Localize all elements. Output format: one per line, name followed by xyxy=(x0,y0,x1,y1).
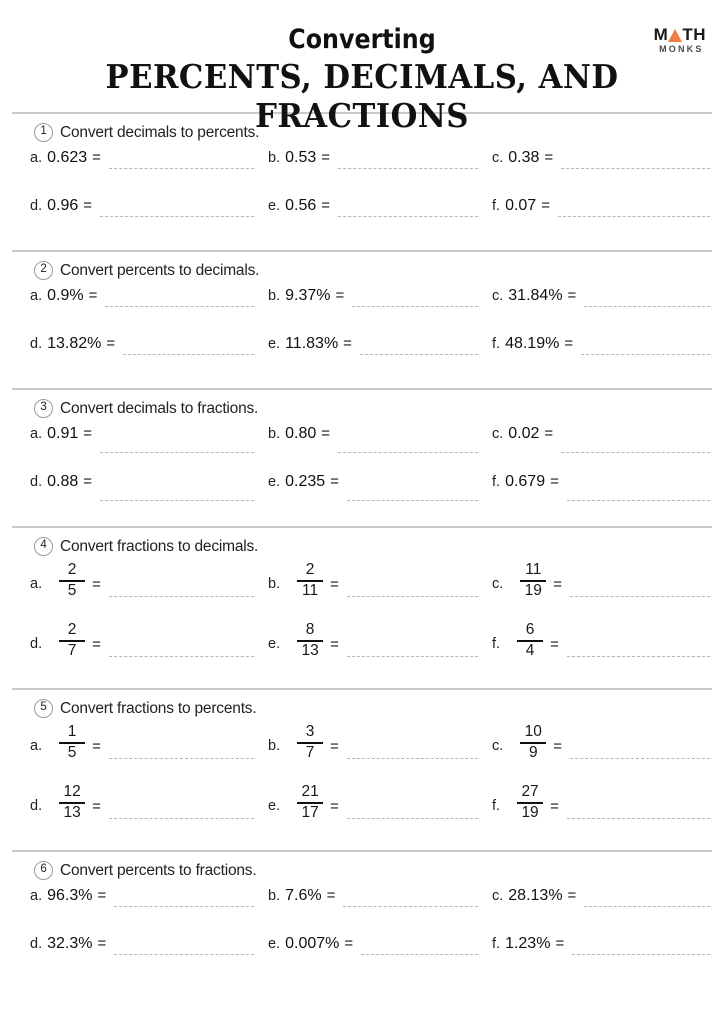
section-number-badge: 4 xyxy=(34,537,53,556)
problem-expression: 0.07 xyxy=(505,197,537,214)
problem-expression: 0.007% xyxy=(285,935,340,952)
item-label: c. xyxy=(492,150,504,166)
equals-sign: = xyxy=(83,473,92,490)
problem-item xyxy=(30,562,268,599)
problem-row xyxy=(0,196,724,244)
item-label: a. xyxy=(30,888,43,904)
equals-sign: = xyxy=(83,197,92,214)
answer-blank[interactable] xyxy=(338,424,478,453)
problem-item xyxy=(268,562,492,599)
problem-row xyxy=(0,286,724,334)
equals-sign: = xyxy=(83,425,92,442)
answer-blank[interactable] xyxy=(338,196,478,217)
equals-sign: = xyxy=(564,335,574,352)
problem-row xyxy=(0,784,724,844)
fraction-denominator: 4 xyxy=(525,641,535,659)
fraction xyxy=(59,784,85,821)
problem-expression: 32.3% xyxy=(47,935,93,952)
problem-item xyxy=(492,196,724,217)
problem-row xyxy=(0,148,724,196)
answer-blank[interactable] xyxy=(570,724,710,759)
fraction-denominator: 13 xyxy=(301,641,319,659)
problem-item xyxy=(492,622,724,659)
problem-expression: 1.23% xyxy=(505,935,551,952)
fraction-numerator: 11 xyxy=(525,561,542,578)
fraction xyxy=(59,622,85,659)
problem-expression: 9.37% xyxy=(285,287,331,304)
problem-row xyxy=(0,886,724,934)
equals-sign: = xyxy=(553,576,563,593)
equals-sign: = xyxy=(344,935,354,952)
problem-item xyxy=(492,148,724,169)
fraction-denominator: 5 xyxy=(67,581,77,599)
section-instruction: Convert fractions to decimals. xyxy=(60,537,259,555)
problem-item xyxy=(492,424,724,453)
answer-blank[interactable] xyxy=(100,196,254,217)
fraction-denominator: 19 xyxy=(524,581,542,599)
fraction xyxy=(297,724,323,761)
answer-blank[interactable] xyxy=(570,562,710,597)
answer-blank[interactable] xyxy=(572,934,710,955)
problem-item xyxy=(30,934,268,955)
problem-row xyxy=(0,472,724,520)
equals-sign: = xyxy=(326,887,336,904)
equals-sign: = xyxy=(106,335,116,352)
problem-row xyxy=(0,622,724,682)
answer-blank[interactable] xyxy=(361,934,478,955)
answer-blank[interactable] xyxy=(100,472,254,501)
answer-blank[interactable] xyxy=(338,148,478,169)
section-instruction: Convert percents to decimals. xyxy=(60,261,260,279)
equals-sign: = xyxy=(321,425,330,442)
fraction-numerator: 3 xyxy=(305,723,315,740)
problem-item xyxy=(492,472,724,501)
fraction xyxy=(297,562,323,599)
equals-sign: = xyxy=(541,197,550,214)
fraction-numerator: 12 xyxy=(63,783,81,800)
equals-sign: = xyxy=(544,149,554,166)
item-label: e. xyxy=(268,474,281,490)
problem-item xyxy=(30,424,268,453)
item-label: a. xyxy=(30,426,43,442)
problem-expression: 0.38 xyxy=(508,149,540,166)
answer-blank[interactable] xyxy=(581,334,710,355)
item-label: f. xyxy=(492,636,501,652)
equals-sign: = xyxy=(567,887,577,904)
section-instruction: Convert percents to fractions. xyxy=(60,861,257,879)
fraction-numerator: 1 xyxy=(67,723,77,740)
item-label: b. xyxy=(268,888,281,904)
item-label: c. xyxy=(492,576,504,592)
problem-row xyxy=(0,562,724,622)
problem-expression: 96.3% xyxy=(47,887,93,904)
item-label: d. xyxy=(30,198,43,214)
item-label: a. xyxy=(30,738,43,754)
item-label: d. xyxy=(30,636,43,652)
equals-sign: = xyxy=(553,738,563,755)
equals-sign: = xyxy=(92,738,101,755)
answer-blank[interactable] xyxy=(567,472,710,501)
item-label: c. xyxy=(492,888,504,904)
problem-item xyxy=(268,724,492,761)
equals-sign: = xyxy=(92,576,101,593)
item-label: a. xyxy=(30,288,43,304)
equals-sign: = xyxy=(92,636,101,653)
section-heading xyxy=(34,537,724,556)
fraction-denominator: 13 xyxy=(63,803,81,821)
fraction xyxy=(297,784,323,821)
fraction-denominator: 19 xyxy=(521,803,539,821)
problem-expression: 48.19% xyxy=(505,335,560,352)
equals-sign: = xyxy=(321,197,330,214)
answer-blank[interactable] xyxy=(558,196,710,217)
section-instruction: Convert decimals to fractions. xyxy=(60,399,259,417)
answer-blank[interactable] xyxy=(347,562,478,597)
equals-sign: = xyxy=(88,287,98,304)
fraction xyxy=(517,784,543,821)
problem-item xyxy=(30,784,268,821)
answer-blank[interactable] xyxy=(347,622,478,657)
answer-blank[interactable] xyxy=(561,424,710,453)
item-label: f. xyxy=(492,798,501,814)
section-4 xyxy=(0,528,724,688)
item-label: f. xyxy=(492,474,501,490)
answer-blank[interactable] xyxy=(343,886,478,907)
item-label: d. xyxy=(30,474,43,490)
fraction xyxy=(520,562,546,599)
problem-expression: 0.9% xyxy=(47,287,84,304)
section-heading xyxy=(34,861,724,880)
item-label: a. xyxy=(30,150,43,166)
equals-sign: = xyxy=(330,738,339,755)
equals-sign: = xyxy=(330,636,339,653)
section-instruction: Convert fractions to percents. xyxy=(60,699,257,717)
fraction-denominator: 5 xyxy=(67,743,77,761)
problem-item xyxy=(492,886,724,907)
problem-item xyxy=(268,286,492,307)
problem-item xyxy=(492,784,724,821)
logo-th: TH xyxy=(682,25,706,44)
item-label: f. xyxy=(492,198,501,214)
fraction-denominator: 9 xyxy=(528,743,538,761)
page-title-line1: Converting xyxy=(288,24,436,55)
answer-blank[interactable] xyxy=(347,724,478,759)
section-number-badge: 3 xyxy=(34,399,53,418)
problem-item xyxy=(268,424,492,453)
equals-sign: = xyxy=(330,576,339,593)
answer-blank[interactable] xyxy=(352,286,478,307)
problem-item xyxy=(30,886,268,907)
problem-item xyxy=(30,148,268,169)
problem-item xyxy=(492,286,724,307)
section-number-badge: 1 xyxy=(34,123,53,142)
problem-item xyxy=(268,886,492,907)
problem-item xyxy=(268,934,492,955)
problem-expression: 13.82% xyxy=(47,335,102,352)
item-label: b. xyxy=(268,426,281,442)
fraction xyxy=(59,724,85,761)
equals-sign: = xyxy=(321,149,330,166)
answer-blank[interactable] xyxy=(347,784,478,819)
item-label: b. xyxy=(268,150,281,166)
fraction xyxy=(517,622,543,659)
section-number-badge: 6 xyxy=(34,861,53,880)
fraction-numerator: 2 xyxy=(67,561,77,578)
problem-expression: 0.53 xyxy=(285,149,317,166)
fraction-numerator: 21 xyxy=(301,783,319,800)
item-label: e. xyxy=(268,636,281,652)
problem-expression: 28.13% xyxy=(508,887,563,904)
section-number-badge: 5 xyxy=(34,699,53,718)
equals-sign: = xyxy=(330,798,339,815)
fraction-numerator: 2 xyxy=(305,561,315,578)
section-heading xyxy=(34,399,724,418)
item-label: e. xyxy=(268,936,281,952)
logo-m: M xyxy=(653,25,669,44)
section-2 xyxy=(0,252,724,388)
problem-item xyxy=(30,286,268,307)
problem-item xyxy=(492,724,724,761)
logo-subtitle: MONKS xyxy=(659,44,704,54)
problem-expression: 0.91 xyxy=(47,425,79,442)
fraction-numerator: 2 xyxy=(67,621,77,638)
answer-blank[interactable] xyxy=(109,148,254,169)
answer-blank[interactable] xyxy=(561,148,710,169)
fraction xyxy=(520,724,546,761)
answer-blank[interactable] xyxy=(100,424,254,453)
problem-row xyxy=(0,934,724,982)
problem-row xyxy=(0,724,724,784)
item-label: e. xyxy=(268,336,281,352)
problem-expression: 31.84% xyxy=(508,287,563,304)
equals-sign: = xyxy=(550,473,559,490)
item-label: f. xyxy=(492,936,501,952)
fraction xyxy=(297,622,323,659)
problem-item xyxy=(268,196,492,217)
answer-blank[interactable] xyxy=(584,286,710,307)
equals-sign: = xyxy=(555,935,565,952)
problem-item xyxy=(268,472,492,501)
problem-row xyxy=(0,334,724,382)
problem-expression: 0.623 xyxy=(47,149,88,166)
fraction-numerator: 27 xyxy=(521,783,539,800)
answer-blank[interactable] xyxy=(109,784,254,819)
answer-blank[interactable] xyxy=(360,334,478,355)
fraction-denominator: 17 xyxy=(301,803,319,821)
equals-sign: = xyxy=(330,473,339,490)
fraction-denominator: 7 xyxy=(305,743,315,761)
fraction-numerator: 6 xyxy=(525,621,535,638)
equals-sign: = xyxy=(343,335,352,352)
item-label: b. xyxy=(268,288,281,304)
problem-item xyxy=(268,334,492,355)
problem-item xyxy=(268,784,492,821)
fraction-numerator: 8 xyxy=(305,621,315,638)
fraction xyxy=(59,562,85,599)
problem-row xyxy=(0,424,724,472)
item-label: c. xyxy=(492,288,504,304)
section-5 xyxy=(0,690,724,850)
section-heading xyxy=(34,261,724,280)
item-label: c. xyxy=(492,426,504,442)
item-label: e. xyxy=(268,198,281,214)
section-heading xyxy=(34,699,724,718)
answer-blank[interactable] xyxy=(109,562,254,597)
item-label: c. xyxy=(492,738,504,754)
item-label: d. xyxy=(30,936,43,952)
answer-blank[interactable] xyxy=(114,934,254,955)
answer-blank[interactable] xyxy=(123,334,254,355)
answer-blank[interactable] xyxy=(109,724,254,759)
problem-expression: 7.6% xyxy=(285,887,322,904)
section-instruction: Convert decimals to percents. xyxy=(60,123,260,141)
answer-blank[interactable] xyxy=(114,886,254,907)
item-label: d. xyxy=(30,798,43,814)
equals-sign: = xyxy=(92,149,101,166)
equals-sign: = xyxy=(335,287,345,304)
problem-expression: 0.80 xyxy=(285,425,317,442)
equals-sign: = xyxy=(550,636,559,653)
section-6 xyxy=(0,852,724,988)
section-3 xyxy=(0,390,724,526)
item-label: b. xyxy=(268,576,281,592)
answer-blank[interactable] xyxy=(584,886,710,907)
problem-expression: 0.88 xyxy=(47,473,79,490)
equals-sign: = xyxy=(544,425,554,442)
equals-sign: = xyxy=(550,798,559,815)
problem-item xyxy=(492,934,724,955)
equals-sign: = xyxy=(97,887,107,904)
problem-expression: 0.02 xyxy=(508,425,540,442)
item-label: f. xyxy=(492,336,501,352)
problem-item xyxy=(30,622,268,659)
problem-expression: 0.679 xyxy=(505,473,546,490)
worksheet-body xyxy=(0,112,724,988)
problem-item xyxy=(268,622,492,659)
problem-item xyxy=(30,724,268,761)
equals-sign: = xyxy=(97,935,107,952)
answer-blank[interactable] xyxy=(347,472,478,501)
section-number-badge: 2 xyxy=(34,261,53,280)
item-label: e. xyxy=(268,798,281,814)
answer-blank[interactable] xyxy=(105,286,254,307)
problem-item xyxy=(492,334,724,355)
fraction-denominator: 11 xyxy=(302,581,319,599)
problem-expression: 0.96 xyxy=(47,197,79,214)
item-label: b. xyxy=(268,738,281,754)
page-title-line2: PERCENTS, DECIMALS, AND FRACTIONS xyxy=(105,57,619,135)
problem-item xyxy=(30,334,268,355)
problem-expression: 0.235 xyxy=(285,473,326,490)
item-label: a. xyxy=(30,576,43,592)
fraction-denominator: 7 xyxy=(67,641,77,659)
problem-item xyxy=(268,148,492,169)
fraction-numerator: 10 xyxy=(524,723,542,740)
problem-item xyxy=(492,562,724,599)
equals-sign: = xyxy=(567,287,577,304)
problem-item xyxy=(30,472,268,501)
equals-sign: = xyxy=(92,798,101,815)
answer-blank[interactable] xyxy=(109,622,254,657)
problem-item xyxy=(30,196,268,217)
problem-expression: 11.83% xyxy=(285,335,339,352)
item-label: d. xyxy=(30,336,43,352)
problem-expression: 0.56 xyxy=(285,197,317,214)
answer-blank[interactable] xyxy=(567,784,710,819)
answer-blank[interactable] xyxy=(567,622,710,657)
